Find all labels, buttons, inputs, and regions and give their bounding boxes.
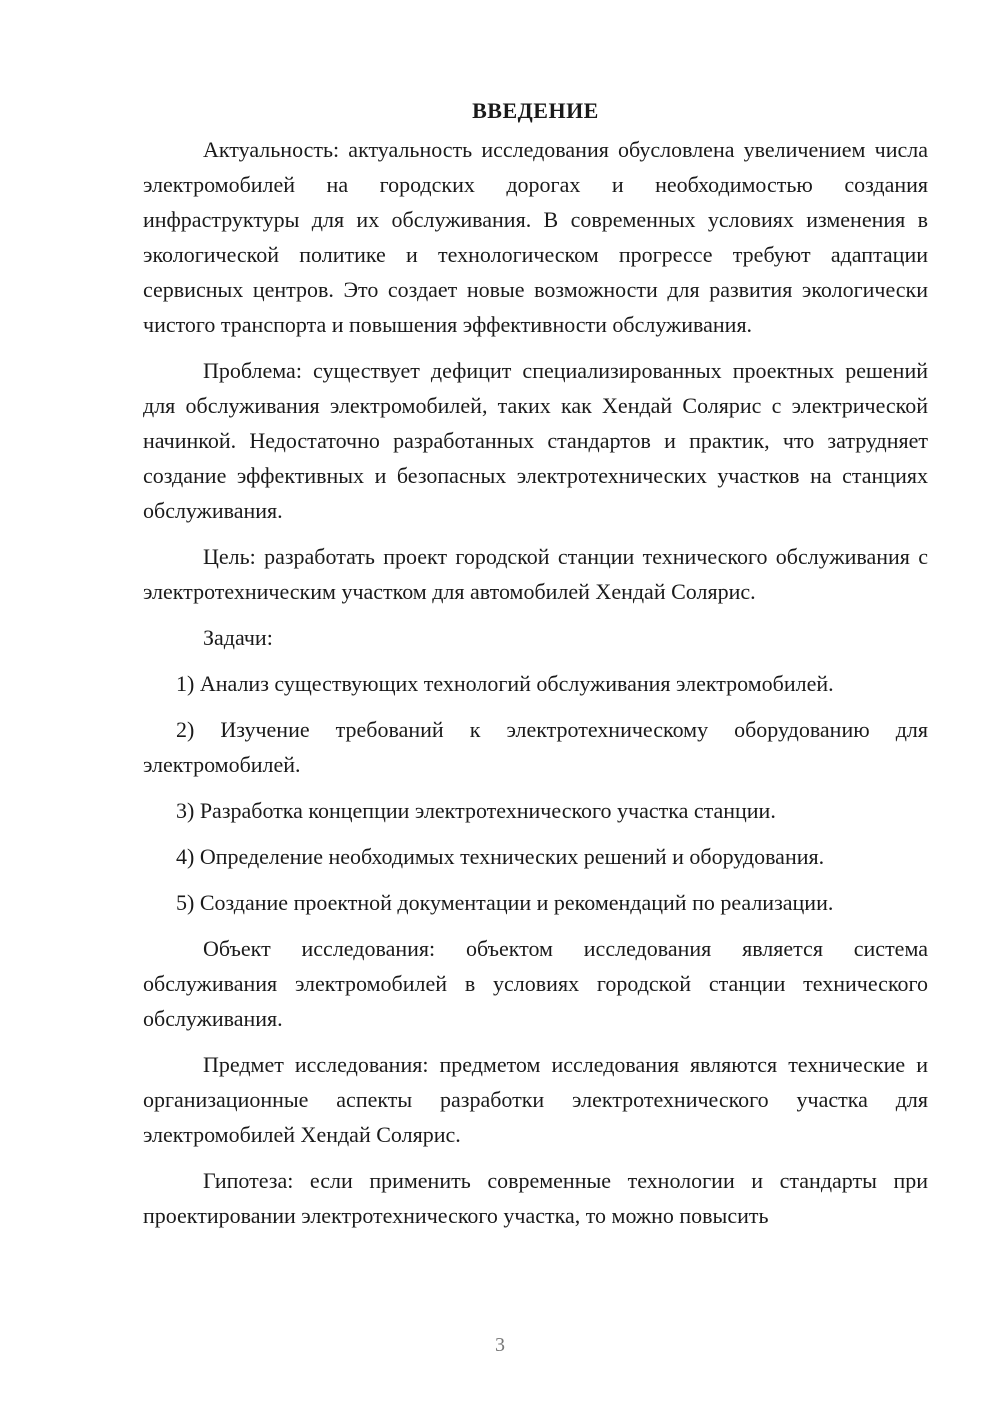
document-page [143,96,928,1244]
task-item: 3) Разработка концепции электротехнического участка станции. [176,798,776,823]
page-number: 3 [495,1334,505,1356]
task-item: 5) Создание проектной документации и рекомендаций по реализации. [176,890,834,915]
task-item: 1) Анализ существующих технологий обслуживания электромобилей. [176,671,834,696]
paragraph-relevance: Актуальность: актуальность исследования обусловлена увеличением числа электромобилей на городских дорогах и необходимостью создания инфраструктуры для их обслуживания. В современных условиях изменения в экологической политике и технологическом прогрессе требуют адаптации сервисных центров. Это создает новые возможности для развития экологически чистого транспорта и повышения эффективности обслуживания. [143,137,928,337]
paragraph-hypothesis: Гипотеза: если применить современные технологии и стандарты при проектировании электротехнического участка, то можно повысить [143,1168,928,1228]
page-title: ВВЕДЕНИЕ [472,98,599,123]
paragraph-object: Объект исследования: объектом исследования является система обслуживания электромобилей в условиях городской станции технического обслуживания. [143,936,928,1031]
paragraph-goal: Цель: разработать проект городской станции технического обслуживания с электротехническим участком для автомобилей Хендай Солярис. [143,544,928,604]
task-item: 4) Определение необходимых технических решений и оборудования. [176,844,825,869]
paragraph-subject: Предмет исследования: предметом исследования являются технические и организационные аспекты разработки электротехнического участка для электромобилей Хендай Солярис. [143,1052,928,1147]
paragraph-tasks-heading: Задачи: [203,625,273,650]
paragraph-problem: Проблема: существует дефицит специализированных проектных решений для обслуживания электромобилей, таких как Хендай Солярис с электрической начинкой. Недостаточно разработанных стандартов и практик, что затрудняет создание эффективных и безопасных электротехнических участков на станциях обслуживания. [143,358,928,523]
task-item: 2) Изучение требований к электротехническому оборудованию для электромобилей. [143,717,928,777]
